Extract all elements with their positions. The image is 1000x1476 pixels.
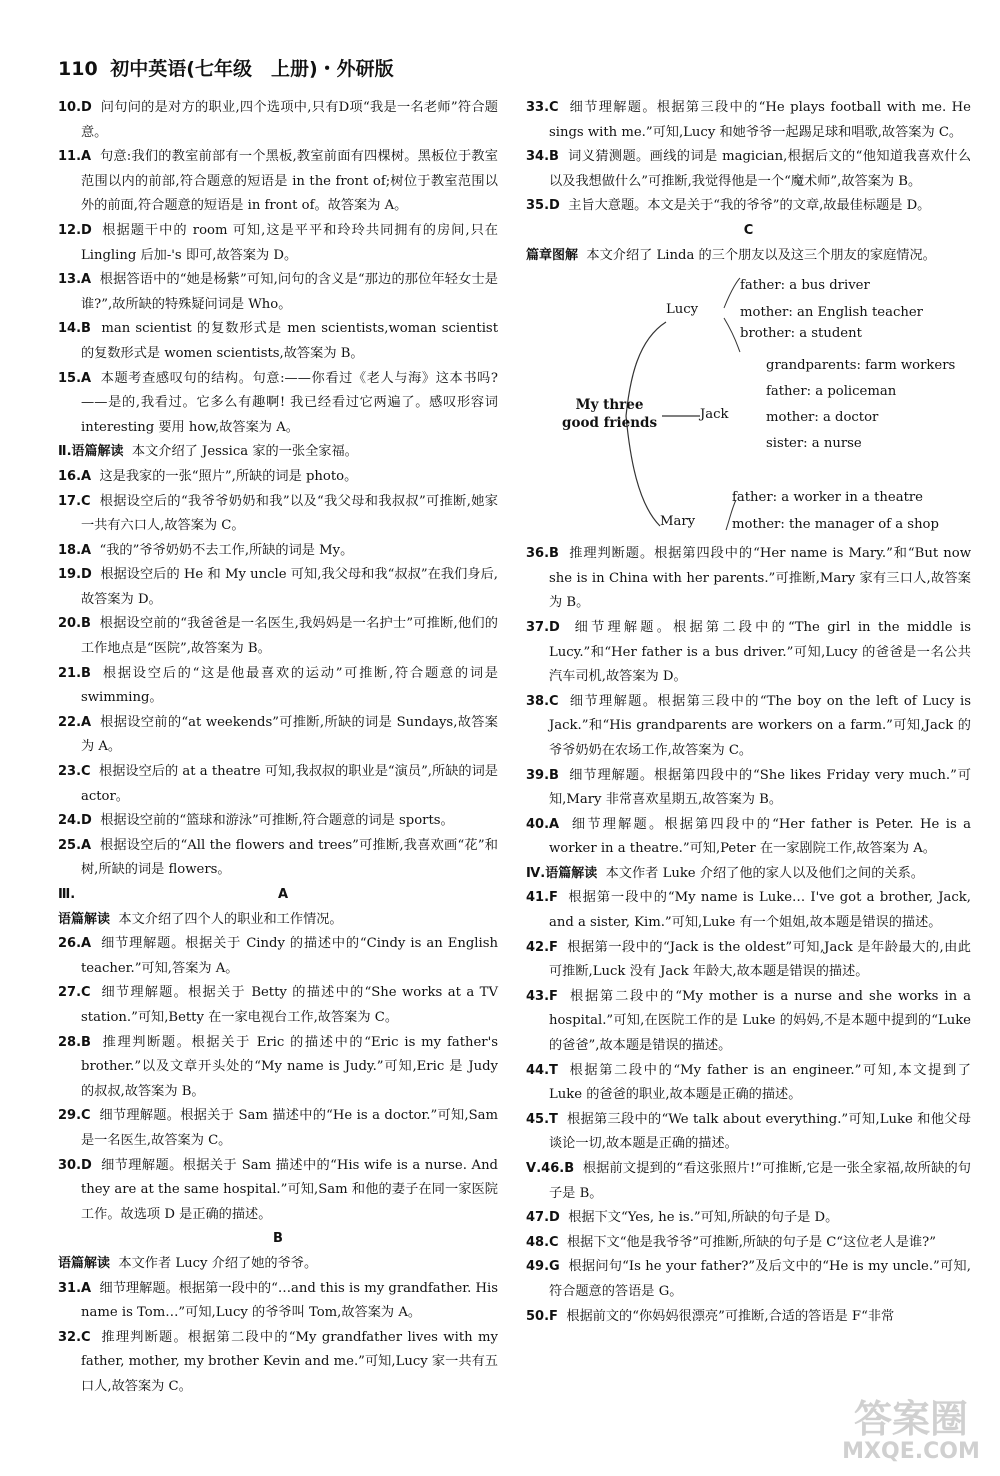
- book-title: 初中英语(七年级 上册)・外研版: [110, 58, 394, 80]
- answer-explanation: 这是我家的一张“照片”,所缺的词是 photo。: [99, 468, 358, 484]
- answer-number: 19.D: [58, 567, 92, 583]
- watermark-logo: [836, 1398, 986, 1468]
- answer-number: 32.C: [58, 1329, 91, 1345]
- answer-explanation: 根据设空后的“我爷爷奶奶和我”以及“我父母和我叔叔”可推断,她家一共有六口人,故答案为 C。: [81, 493, 498, 534]
- answer-number: 15.A: [58, 370, 92, 386]
- answer-item: [58, 760, 498, 809]
- answer-number: 12.D: [58, 222, 92, 238]
- answer-item: [58, 1277, 498, 1326]
- section-intro: [526, 244, 971, 269]
- answer-number: Ⅴ.46.B: [526, 1161, 575, 1176]
- answer-number: 36.B: [526, 546, 559, 562]
- answer-explanation: 句意:我们的教室前部有一个黑板,教室前面有四棵树。黑板位于教室范围以内的前部,符合题意的短语是 in the front of;树位于教室范围以外的前面,符合题意的短语是 in front of。故答案为 A。: [81, 149, 498, 214]
- passage-letter: A: [278, 887, 289, 902]
- answer-number: 30.D: [58, 1157, 92, 1173]
- jack-detail: sister: a nurse: [766, 436, 862, 452]
- section-label: Ⅱ.语篇解读: [58, 444, 124, 460]
- answer-explanation: 问句问的是对方的职业,四个选项中,只有D项“我是一名老师”符合题意。: [81, 100, 498, 140]
- answer-item: [58, 465, 498, 490]
- answer-item: [58, 809, 498, 834]
- answer-explanation: 根据前文提到的“看这张照片!”可推断,它是一张全家福,故所缺的句子是 B。: [549, 1161, 971, 1201]
- answer-number: 29.C: [58, 1108, 91, 1124]
- answer-number: 35.D: [526, 198, 560, 214]
- answer-item: [58, 490, 498, 539]
- jack-detail: father: a policeman: [766, 384, 897, 400]
- answer-item: [58, 268, 498, 317]
- answer-number: 24.D: [58, 813, 92, 829]
- answer-explanation: 本题考查感叹句的结构。句意:——你看过《老人与海》这本书吗? ——是的,我看过。它多么有趣啊! 我已经看过它两遍了。感叹形容词 interesting 要用 how,故答案为 A。: [81, 370, 498, 435]
- answer-explanation: 根据答语中的“她是杨紫”可知,问句的含义是“那边的那位年轻女士是谁?”,故所缺的特殊疑问词是 Who。: [81, 272, 498, 312]
- answer-number: 47.D: [526, 1210, 560, 1226]
- right-column: [526, 96, 971, 1329]
- page-header: [58, 54, 970, 84]
- answer-explanation: 根据第二段中的“My mother is a nurse and she works in a hospital.”可知,在医院工作的是 Luke 的妈妈,不是本题中提到的“Luke 的爸爸”,故本题是错误的描述。: [549, 988, 971, 1054]
- answer-item: [58, 932, 498, 981]
- section-intro: [58, 1252, 498, 1277]
- mary-detail: mother: the manager of a shop: [732, 517, 939, 533]
- answer-item: [526, 764, 971, 813]
- mind-map: [526, 268, 971, 542]
- answer-explanation: 细节理解题。根据第三段中的“The boy on the left of Lucy is Jack.”和“His grandparents are workers on a farm.”可知,Jack 的爷爷奶奶在农场工作,故答案为 C。: [549, 693, 971, 758]
- answer-explanation: 细节理解题。根据第二段中的“The girl in the middle is Lucy.”和“Her father is a bus driver.”可知,Lucy 的爸爸是一名公共汽车司机,故答案为 D。: [549, 619, 971, 685]
- answer-number: 38.C: [526, 693, 559, 709]
- answer-item: [58, 1326, 498, 1400]
- answer-explanation: 词义猜测题。画线的词是 magician,根据后文的“他知道我喜欢什么以及我想做什么”可推断,我觉得他是一个“魔术师”,故答案为 B。: [549, 149, 972, 189]
- answer-number: 44.T: [526, 1062, 558, 1078]
- right-column-top: [526, 96, 971, 268]
- answer-item: [58, 711, 498, 760]
- answer-item: [526, 886, 971, 935]
- answer-item: [526, 1108, 971, 1157]
- answer-item: [526, 1206, 971, 1231]
- mind-map-center: [562, 396, 657, 432]
- watermark-bottom: MXQE.COM: [842, 1439, 980, 1464]
- answer-explanation: “我的”爷爷奶奶不去工作,所缺的词是 My。: [99, 542, 354, 558]
- answer-number: 39.B: [526, 767, 559, 783]
- answer-item: [58, 145, 498, 219]
- answer-number: 20.B: [58, 616, 91, 632]
- answer-item: [58, 1031, 498, 1105]
- answer-item: [58, 1154, 498, 1228]
- answer-item: [526, 1231, 971, 1256]
- answer-number: 34.B: [526, 149, 559, 165]
- section-text: 本文作者 Lucy 介绍了她的爷爷。: [118, 1255, 318, 1271]
- answer-number: 50.F: [526, 1308, 558, 1324]
- answer-number: 14.B: [58, 321, 91, 337]
- right-column-bottom: [526, 542, 971, 1329]
- answer-explanation: 根据第一段中的“My name is Luke… I've got a brother, Jack, and a sister, Kim.”可知,Luke 有一个姐姐,故本题是错误的描述。: [549, 890, 971, 931]
- answer-item: [526, 690, 971, 764]
- section-intro: [58, 440, 498, 465]
- answer-item: [526, 936, 971, 985]
- answer-number: 26.A: [58, 936, 92, 952]
- section-intro: [58, 908, 498, 933]
- section-label: Ⅲ.: [58, 887, 76, 902]
- answer-number: 18.A: [58, 542, 92, 558]
- answer-item: [526, 194, 971, 219]
- center-line-1: My three: [575, 397, 644, 414]
- answer-item: [526, 145, 971, 194]
- answer-explanation: 根据第三段中的“We talk about everything.”可知,Luke 和他父母谈论一切,故本题是正确的描述。: [549, 1111, 971, 1152]
- answer-explanation: 细节理解题。根据第四段中的“Her father is Peter. He is a worker in a theatre.”可知,Peter 在一家剧院工作,故答案为 A。: [549, 816, 971, 857]
- answer-item: [526, 1157, 971, 1206]
- answer-item: [58, 317, 498, 366]
- section-label: 语篇解读: [58, 911, 111, 927]
- answer-explanation: 根据下文“他是我爷爷”可推断,所缺的句子是 C“这位老人是谁?”: [566, 1234, 936, 1250]
- answer-item: [58, 1104, 498, 1153]
- answer-explanation: 根据下文“Yes, he is.”可知,所缺的句子是 D。: [568, 1210, 839, 1226]
- answer-number: 41.F: [526, 890, 558, 906]
- answer-item: [526, 96, 971, 145]
- answer-number: 40.A: [526, 816, 560, 832]
- section-heading: [58, 883, 498, 908]
- answer-explanation: 细节理解题。根据关于 Sam 描述中的“His wife is a nurse. And they are at the same hospital.”可知,Sam 和他的妻子在同一家医院工作。故选项 D 是正确的描述。: [81, 1157, 498, 1222]
- answer-number: 37.D: [526, 619, 560, 635]
- answer-number: 45.T: [526, 1111, 558, 1127]
- answer-number: 33.C: [526, 100, 559, 115]
- passage-letter: C: [743, 222, 754, 238]
- jack-detail: grandparents: farm workers: [766, 358, 956, 374]
- answer-item: [58, 612, 498, 661]
- answer-explanation: 推理判断题。根据第二段中的“My grandfather lives with my father, mother, my brother Kevin and me.”可知,Lucy 家一共有五口人,故答案为 C。: [81, 1329, 498, 1394]
- friend-lucy: Lucy: [666, 302, 699, 318]
- answer-explanation: 根据题干中的 room 可知,这是平平和玲玲共同拥有的房间,只在 Lingling 后加-'s 即可,故答案为 D。: [81, 222, 498, 263]
- answer-explanation: 根据设空后的 at a theatre 可知,我叔叔的职业是“演员”,所缺的词是 actor。: [81, 764, 498, 804]
- watermark-top: 答案圈: [853, 1397, 968, 1441]
- answer-number: 31.A: [58, 1280, 92, 1296]
- answer-explanation: 根据设空前的“at weekends”可推断,所缺的词是 Sundays,故答案为 A。: [81, 714, 498, 755]
- answer-item: [58, 539, 498, 564]
- answer-number: 49.G: [526, 1259, 560, 1275]
- answer-explanation: 根据设空后的“All the flowers and trees”可推断,我喜欢画“花”和树,所缺的词是 flowers。: [81, 837, 498, 878]
- section-label: Ⅳ.语篇解读: [526, 865, 598, 881]
- mary-detail: father: a worker in a theatre: [732, 490, 923, 506]
- answer-explanation: 根据第一段中的“Jack is the oldest”可知,Jack 是年龄最大的,由此可推断,Luck 没有 Jack 年龄大,故本题是错误的描述。: [549, 939, 971, 980]
- answer-explanation: 细节理解题。根据第四段中的“She likes Friday very much.”可知,Mary 非常喜欢星期五,故答案为 B。: [549, 767, 971, 808]
- answer-explanation: 根据第二段中的“My father is an engineer.”可知,本文提到了 Luke 的爸爸的职业,故本题是正确的描述。: [549, 1062, 971, 1103]
- friend-mary: Mary: [660, 514, 696, 530]
- answer-item: [58, 834, 498, 883]
- answer-number: 48.C: [526, 1234, 559, 1250]
- answer-number: 22.A: [58, 714, 92, 730]
- answer-number: 10.D: [58, 100, 92, 115]
- answer-number: 13.A: [58, 272, 92, 288]
- answer-explanation: 细节理解题。根据关于 Betty 的描述中的“She works at a TV station.”可知,Betty 在一家电视台工作,故答案为 C。: [81, 985, 498, 1025]
- answer-number: 11.A: [58, 149, 92, 165]
- lucy-detail: mother: an English teacher: [740, 305, 923, 321]
- answer-item: [58, 981, 498, 1030]
- answer-number: 21.B: [58, 665, 91, 681]
- answer-number: 28.B: [58, 1034, 91, 1050]
- answer-item: [526, 542, 971, 616]
- answer-item: [58, 96, 498, 145]
- answer-number: 43.F: [526, 988, 558, 1004]
- answer-explanation: 细节理解题。根据第三段中的“He plays football with me. He sings with me.”可知,Lucy 和她爷爷一起踢足球和唱歌,故答案为 C。: [549, 100, 971, 140]
- answer-number: 16.A: [58, 468, 92, 484]
- center-line-2: good friends: [562, 415, 658, 432]
- answer-item: [526, 616, 971, 690]
- answer-item: [526, 813, 971, 862]
- answer-item: [58, 367, 498, 441]
- section-text: 本文作者 Luke 介绍了他的家人以及他们之间的关系。: [605, 865, 924, 881]
- answer-explanation: 主旨大意题。本文是关于“我的爷爷”的文章,故最佳标题是 D。: [568, 198, 931, 214]
- section-intro: [526, 862, 971, 887]
- section-text: 本文介绍了 Jessica 家的一张全家福。: [131, 444, 358, 460]
- answer-explanation: 根据设空前的“篮球和游泳”可推断,符合题意的词是 sports。: [100, 813, 454, 829]
- section-label: 语篇解读: [58, 1255, 111, 1271]
- answer-item: [526, 1059, 971, 1108]
- answer-explanation: 细节理解题。根据关于 Cindy 的描述中的“Cindy is an English teacher.”可知,答案为 A。: [81, 936, 499, 976]
- answer-item: [58, 563, 498, 612]
- answer-explanation: 根据设空后的 He 和 My uncle 可知,我父母和我“叔叔”在我们身后,故答案为 D。: [81, 567, 498, 607]
- answer-number: 25.A: [58, 837, 92, 853]
- answer-item: [526, 985, 971, 1059]
- section-text: 本文介绍了四个人的职业和工作情况。: [118, 911, 343, 927]
- answer-explanation: 推理判断题。根据关于 Eric 的描述中的“Eric is my father's brother.”以及文章开头处的“My name is Judy.”可知,Eric 是 Judy 的叔叔,故答案为 B。: [81, 1034, 498, 1099]
- answer-item: [58, 219, 498, 268]
- lucy-detail: father: a bus driver: [740, 278, 870, 294]
- friend-jack: Jack: [700, 407, 729, 423]
- lucy-detail: brother: a student: [740, 326, 862, 342]
- passage-letter: B: [273, 1231, 283, 1247]
- answer-explanation: 细节理解题。根据关于 Sam 描述中的“He is a doctor.”可知,Sam 是一名医生,故答案为 C。: [81, 1108, 498, 1148]
- answer-explanation: 根据前文的“你妈妈很漂亮”可推断,合适的答语是 F“非常: [566, 1308, 895, 1324]
- answer-explanation: 根据设空后的“这是他最喜欢的运动”可推断,符合题意的词是 swimming。: [81, 665, 498, 706]
- answer-item: [526, 1255, 971, 1304]
- answer-explanation: 根据设空前的“我爸爸是一名医生,我妈妈是一名护士”可推断,他们的工作地点是“医院”,故答案为 B。: [81, 616, 498, 657]
- answer-item: [58, 662, 498, 711]
- answer-explanation: 细节理解题。根据第一段中的“…and this is my grandfather. His name is Tom…”可知,Lucy 的爷爷叫 Tom,故答案为 A。: [81, 1280, 498, 1321]
- jack-detail: mother: a doctor: [766, 410, 879, 426]
- section-text: 本文介绍了 Linda 的三个朋友以及这三个朋友的家庭情况。: [586, 247, 936, 263]
- answer-number: 23.C: [58, 764, 91, 780]
- section-label: 篇章图解: [526, 247, 579, 263]
- answer-number: 42.F: [526, 939, 558, 955]
- page-number: 110: [58, 58, 98, 80]
- answer-item: [526, 1305, 971, 1330]
- answer-explanation: 推理判断题。根据第四段中的“Her name is Mary.”和“But now she is in China with her parents.”可推断,Mary 家有三口人,故答案为 B。: [549, 546, 971, 611]
- left-column: [58, 96, 498, 1399]
- answer-explanation: man scientist 的复数形式是 men scientists,woman scientist 的复数形式是 women scientists,故答案为 B。: [81, 321, 498, 361]
- answer-number: 17.C: [58, 493, 91, 509]
- answer-explanation: 根据问句“Is he your father?”及后文中的“He is my uncle.”可知,符合题意的答语是 G。: [549, 1259, 971, 1299]
- answer-number: 27.C: [58, 985, 91, 1001]
